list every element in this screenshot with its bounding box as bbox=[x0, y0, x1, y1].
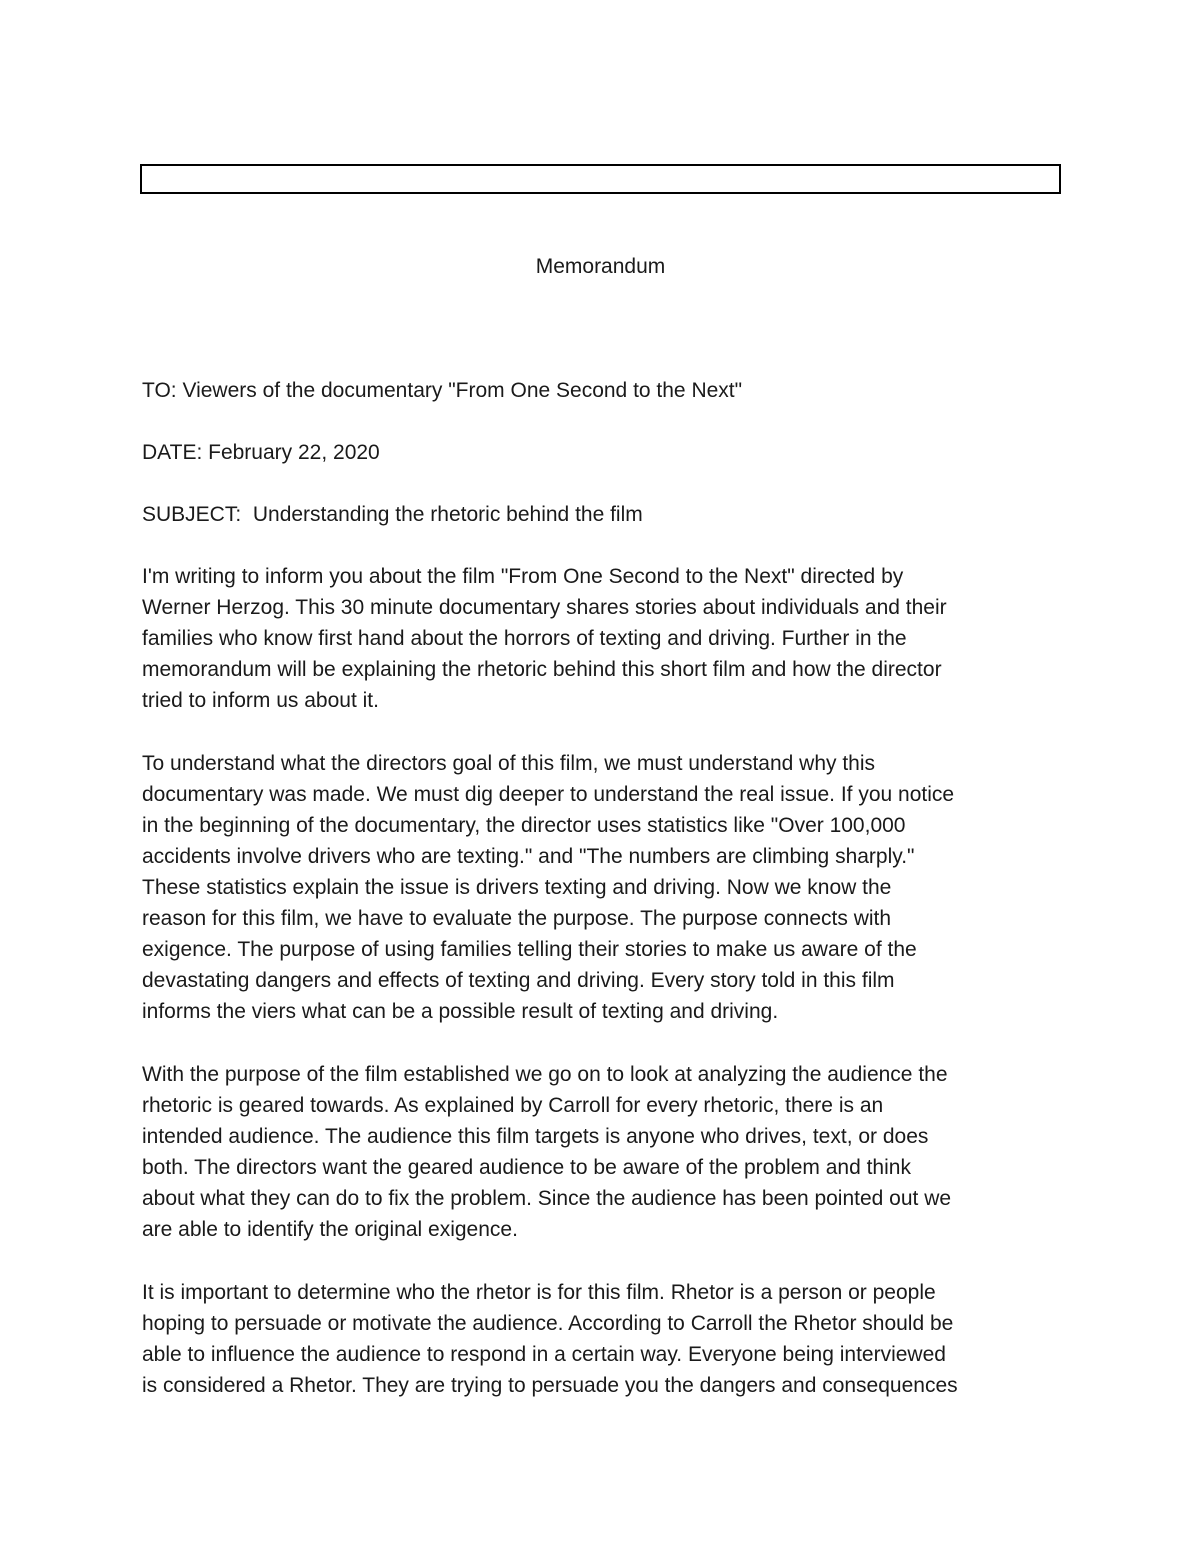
paragraph-line: accidents involve drivers who are texting." and "The numbers are climbing sharply." bbox=[142, 845, 915, 868]
paragraph-line: hoping to persuade or motivate the audience. According to Carroll the Rhetor should be bbox=[142, 1312, 954, 1335]
memo-title: Memorandum bbox=[535, 255, 666, 278]
paragraph-line: tried to inform us about it. bbox=[142, 689, 379, 712]
paragraph-line: informs the viers what can be a possible result of texting and driving. bbox=[142, 1000, 779, 1023]
memo-date-line: DATE: February 22, 2020 bbox=[142, 441, 380, 464]
paragraph-line: documentary was made. We must dig deeper to understand the real issue. If you notice bbox=[142, 783, 955, 806]
paragraph-line: exigence. The purpose of using families telling their stories to make us aware of the bbox=[142, 938, 917, 961]
paragraph-line: is considered a Rhetor. They are trying to persuade you the dangers and consequences bbox=[142, 1374, 958, 1397]
paragraph-line: about what they can do to fix the problem. Since the audience has been pointed out we bbox=[142, 1187, 952, 1210]
header-box bbox=[140, 164, 1061, 194]
paragraph-line: With the purpose of the film established we go on to look at analyzing the audience the bbox=[142, 1063, 948, 1086]
paragraph-line: These statistics explain the issue is drivers texting and driving. Now we know the bbox=[142, 876, 892, 899]
paragraph-line: families who know first hand about the horrors of texting and driving. Further in the bbox=[142, 627, 907, 650]
memo-to-line: TO: Viewers of the documentary "From One Second to the Next" bbox=[142, 379, 743, 402]
paragraph-line: memorandum will be explaining the rhetoric behind this short film and how the director bbox=[142, 658, 942, 681]
paragraph-line: both. The directors want the geared audience to be aware of the problem and think bbox=[142, 1156, 911, 1179]
paragraph-intro bbox=[142, 561, 1077, 716]
paragraph-audience bbox=[142, 1059, 1077, 1245]
paragraph-line: rhetoric is geared towards. As explained by Carroll for every rhetoric, there is an bbox=[142, 1094, 884, 1117]
paragraph-line: able to influence the audience to respond in a certain way. Everyone being interviewed bbox=[142, 1343, 946, 1366]
paragraph-line: It is important to determine who the rhetor is for this film. Rhetor is a person or people bbox=[142, 1281, 936, 1304]
paragraph-line: To understand what the directors goal of this film, we must understand why this bbox=[142, 752, 876, 775]
paragraph-line: in the beginning of the documentary, the director uses statistics like "Over 100,000 bbox=[142, 814, 906, 837]
paragraph-rhetor bbox=[142, 1277, 1077, 1401]
paragraph-line: reason for this film, we have to evaluate the purpose. The purpose connects with bbox=[142, 907, 892, 930]
paragraph-line: devastating dangers and effects of texting and driving. Every story told in this film bbox=[142, 969, 895, 992]
paragraph-purpose bbox=[142, 748, 1077, 1027]
paragraph-line: intended audience. The audience this film targets is anyone who drives, text, or does bbox=[142, 1125, 929, 1148]
paragraph-line: Werner Herzog. This 30 minute documentary shares stories about individuals and their bbox=[142, 596, 947, 619]
paragraph-line: are able to identify the original exigence. bbox=[142, 1218, 518, 1241]
memo-subject-line: SUBJECT: Understanding the rhetoric behind the film bbox=[142, 503, 643, 526]
paragraph-line: I'm writing to inform you about the film "From One Second to the Next" directed by bbox=[142, 565, 904, 588]
